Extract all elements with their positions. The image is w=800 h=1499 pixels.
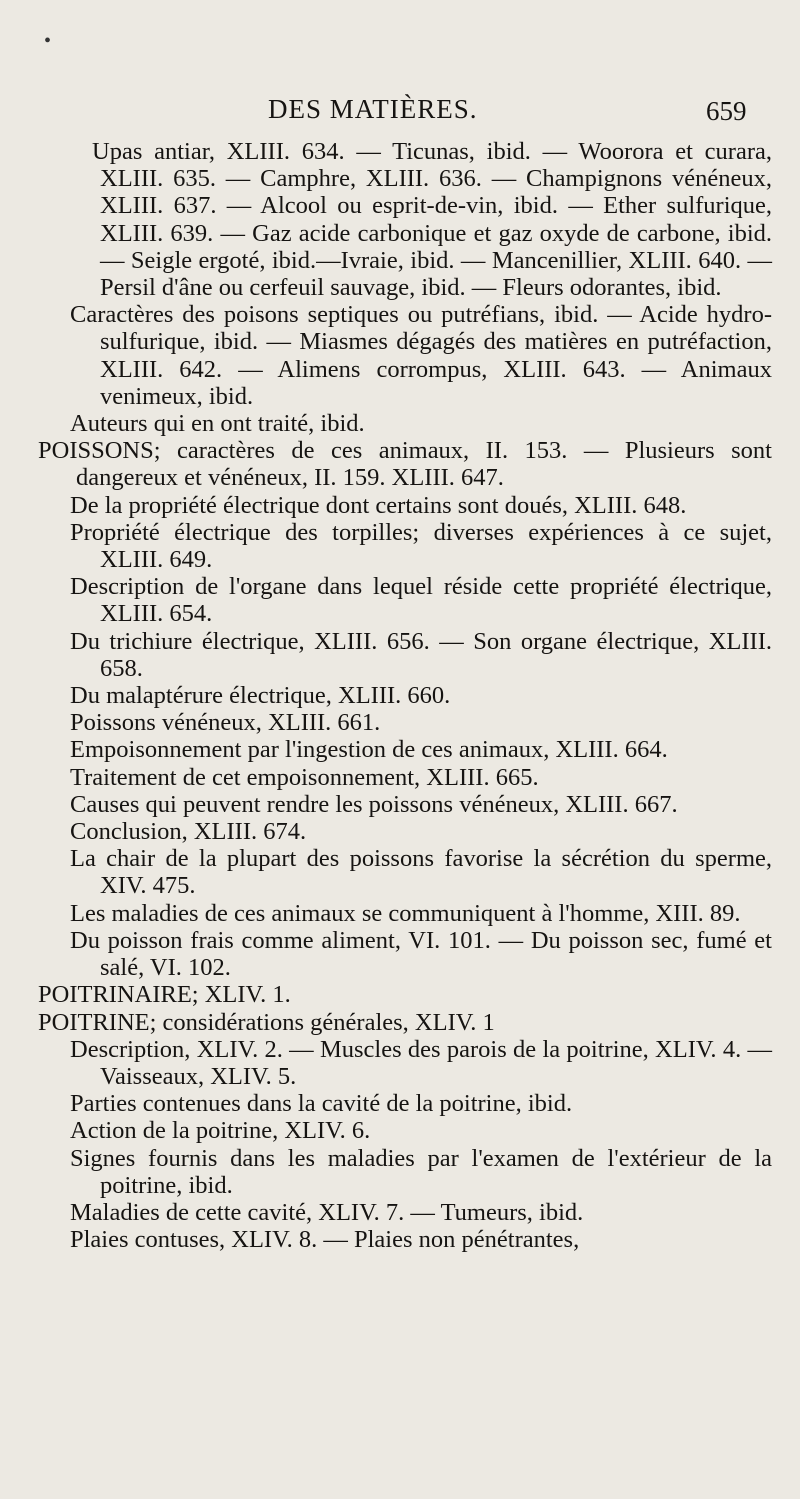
- index-entry: De la propriété électrique dont certains sont doués, XLIII. 648.: [70, 491, 687, 519]
- index-entry: Du trichiure électrique, XLIII. 656. — Son organe électrique, XLIII. 658.: [70, 627, 772, 682]
- index-entry: Poissons vénéneux, XLIII. 661.: [70, 709, 381, 737]
- index-entry: Upas antiar, XLIII. 634. — Ticunas, ibid. — Woorora et curara, XLIII. 635. — Camphre, XLIII. 636. — Champignons vénéneux, XLIII. 637. — Alcool ou esprit-de-vin, ibid. — Ether sulfurique, XLIII. 639. — Gaz acide carbonique et gaz oxyde de carbone, ibid. — Seigle ergoté, ibid.—Ivraie, ibid. — Mancenillier, XLIII. 640. — Persil d'âne ou cerfeuil sauvage, ibid. — Fleurs odorantes, ibid.: [92, 138, 772, 302]
- page-number: 659: [706, 96, 747, 126]
- index-heading-entry: POITRINE; considérations générales, XLIV. 1: [38, 1008, 495, 1036]
- index-entry: Parties contenues dans la cavité de la poitrine, ibid.: [70, 1090, 573, 1118]
- index-entry: Traitement de cet empoisonnement, XLIII. 665.: [70, 763, 539, 791]
- index-entries: [0, 138, 800, 1253]
- index-entry: Du poisson frais comme aliment, VI. 101. — Du poisson sec, fumé et salé, VI. 102.: [70, 926, 772, 982]
- page-header: [0, 92, 800, 132]
- index-entry: Description de l'organe dans lequel réside cette propriété électrique, XLIII. 654.: [70, 573, 772, 628]
- index-heading-entry: POISSONS; caractères de ces animaux, II. 153. — Plusieurs sont dangereux et vénéneux, II. 159. XLIII. 647.: [38, 437, 772, 492]
- index-entry: La chair de la plupart des poissons favorise la sécrétion du sperme, XIV. 475.: [70, 845, 772, 900]
- index-entry: Empoisonnement par l'ingestion de ces animaux, XLIII. 664.: [70, 736, 668, 764]
- index-entry: Action de la poitrine, XLIV. 6.: [70, 1117, 371, 1145]
- index-entry: Causes qui peuvent rendre les poissons vénéneux, XLIII. 667.: [70, 790, 678, 818]
- index-entry: Maladies de cette cavité, XLIV. 7. — Tumeurs, ibid.: [70, 1198, 584, 1226]
- index-entry: Auteurs qui en ont traité, ibid.: [70, 410, 365, 438]
- index-entry: Du malaptérure électrique, XLIII. 660.: [70, 682, 451, 710]
- index-heading-entry: POITRINAIRE; XLIV. 1.: [38, 981, 291, 1009]
- running-title: DES MATIÈRES.: [268, 94, 478, 124]
- index-entry: Signes fournis dans les maladies par l'examen de l'extérieur de la poitrine, ibid.: [70, 1144, 772, 1199]
- index-entry: Les maladies de ces animaux se communiquent à l'homme, XIII. 89.: [70, 899, 741, 927]
- index-entry: Propriété électrique des torpilles; diverses expériences à ce sujet, XLIII. 649.: [70, 518, 772, 574]
- index-entry: Conclusion, XLIII. 674.: [70, 818, 307, 846]
- index-entry: Plaies contuses, XLIV. 8. — Plaies non pénétrantes,: [70, 1226, 580, 1254]
- ink-mark: •: [44, 30, 52, 52]
- index-entry: Description, XLIV. 2. — Muscles des parois de la poitrine, XLIV. 4. — Vaisseaux, XLIV. 5.: [70, 1035, 772, 1090]
- index-entry: Caractères des poisons septiques ou putréfians, ibid. — Acide hydro-sulfurique, ibid. — Miasmes dégagés des matières en putréfaction, XLIII. 642. — Alimens corrompus, XLIII. 643. — Animaux venimeux, ibid.: [70, 301, 772, 410]
